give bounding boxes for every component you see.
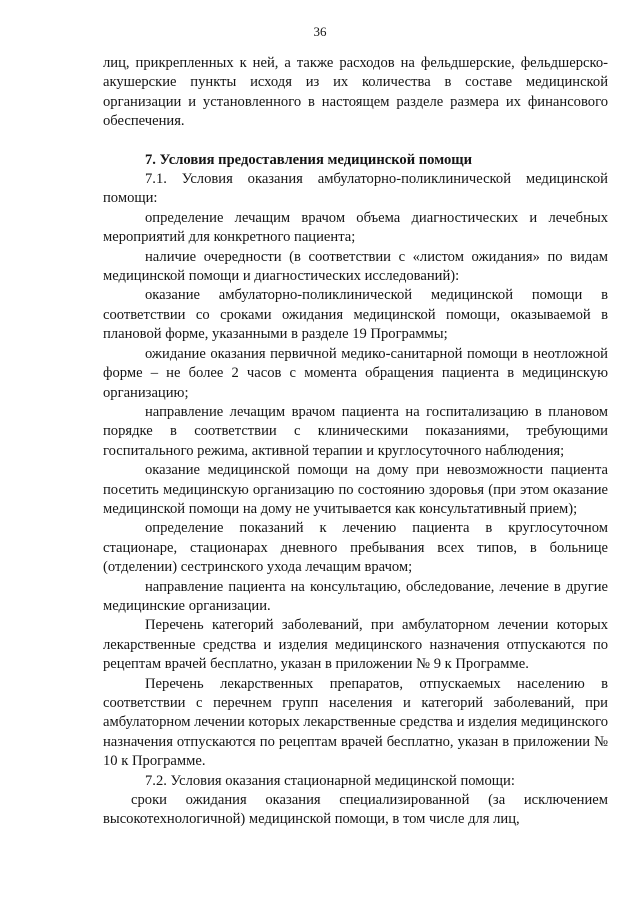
- subsection-heading-7-1: 7.1. Условия оказания амбулаторно-поликлинической медицинской помощи:: [103, 171, 608, 207]
- list-item: Перечень категорий заболеваний, при амбулаторном лечении которых лекарственные средства и изделия медицинского назначения отпускаются по рецептам врачей бесплатно, указан в приложении № 9 к Программе.: [103, 617, 608, 673]
- list-item: определение лечащим врачом объема диагностических и лечебных мероприятий для конкретного пациента;: [103, 209, 608, 246]
- section-heading: 7. Условия предоставления медицинской помощи: [145, 151, 472, 168]
- list-item: сроки ожидания оказания специализированной (за исключением высокотехнологичной) медицинской помощи, в том числе для лиц,: [103, 792, 608, 828]
- list-item: определение показаний к лечению пациента в круглосуточном стационаре, стационарах дневного пребывания всех типов, в больнице (отделении) сестринского ухода лечащим врачом;: [103, 520, 608, 576]
- document-body: [103, 54, 608, 830]
- list-item: направление лечащим врачом пациента на госпитализацию в плановом порядке в соответствии с клиническими показаниями, требующими госпитального режима, активной терапии и круглосуточного наблюдения;: [103, 403, 608, 459]
- list-item: наличие очередности (в соответствии с «листом ожидания» по видам медицинской помощи и диагностических исследований):: [103, 248, 608, 285]
- intro-paragraph: лиц, прикрепленных к ней, а также расходов на фельдшерские, фельдшерско-акушерские пункты исходя из их количества в составе медицинской организации и установленного в настоящем разделе размера их финансового обеспечения.: [103, 55, 608, 130]
- subsection-heading-7-2: 7.2. Условия оказания стационарной медицинской помощи:: [145, 772, 515, 789]
- list-item: оказание амбулаторно-поликлинической медицинской помощи в соответствии со сроками ожидания медицинской помощи, оказываемой в плановой форме, указанными в разделе 19 Программы;: [103, 287, 608, 343]
- list-item: Перечень лекарственных препаратов, отпускаемых населению в соответствии с перечнем групп населения и категорий заболеваний, при амбулаторном лечении которых лекарственные средства и изделия медицинского назначения отпускаются по рецептам врачей бесплатно, указан в приложении № 10 к Программе.: [103, 675, 608, 770]
- list-item: ожидание оказания первичной медико-санитарной помощи в неотложной форме – не более 2 часов с момента обращения пациента в медицинскую организацию;: [103, 345, 608, 401]
- page-number: 36: [313, 24, 327, 39]
- list-item: оказание медицинской помощи на дому при невозможности пациента посетить медицинскую организацию по состоянию здоровья (при этом оказание медицинской помощи на дому не учитывается как консультативный прием);: [103, 462, 608, 517]
- list-item: направление пациента на консультацию, обследование, лечение в другие медицинские организации.: [103, 578, 608, 614]
